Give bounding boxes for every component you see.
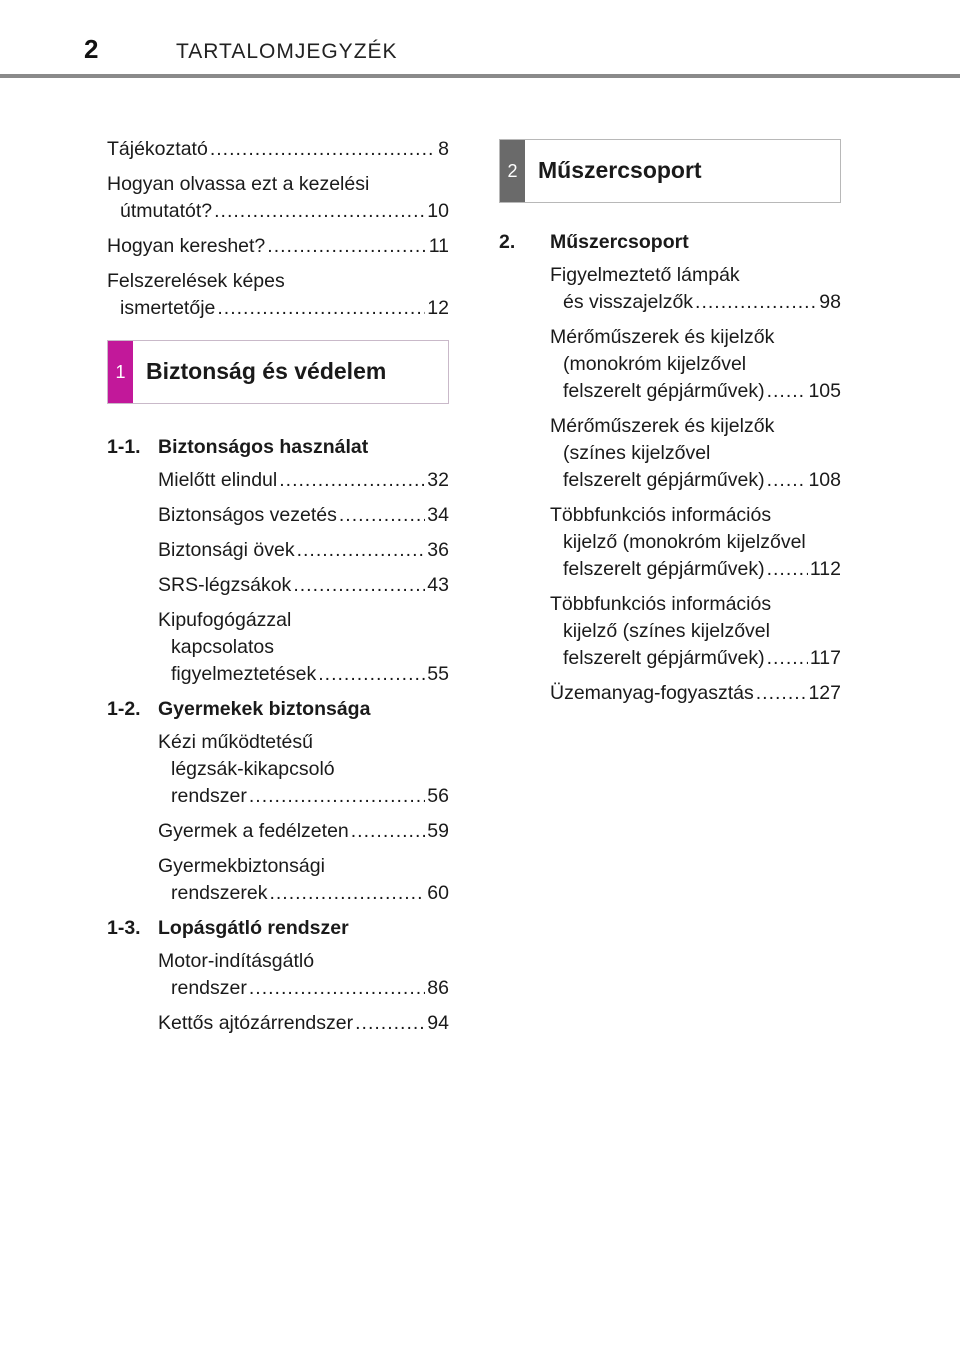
toc-entry[interactable] bbox=[499, 502, 841, 583]
toc-entry-text-line: Mérőműszerek és kijelzők bbox=[550, 415, 775, 437]
toc-entry-text-line: Figyelmeztető lámpák bbox=[550, 264, 740, 286]
toc-entry-last-line bbox=[550, 289, 841, 316]
toc-entry-text-line: felszerelt gépjárművek) bbox=[563, 380, 765, 402]
toc-entry[interactable] bbox=[499, 262, 841, 316]
toc-entry-last-line bbox=[107, 233, 449, 260]
toc-entry-text-line: felszerelt gépjárművek) bbox=[563, 558, 765, 580]
toc-entry-text-line: Mielőtt elindul bbox=[158, 469, 278, 491]
toc-entry-label bbox=[550, 680, 841, 707]
toc-entry-text-line: Tájékoztató bbox=[107, 138, 208, 160]
toc-entry-last-line bbox=[550, 645, 841, 672]
toc-entry-page: 94 bbox=[427, 1012, 449, 1034]
toc-entry-text-line: ismertetője bbox=[120, 297, 216, 319]
toc-entry-label bbox=[107, 268, 449, 322]
toc-entry-last-line bbox=[550, 680, 841, 707]
toc-entry-text-line: útmutatót? bbox=[120, 200, 213, 222]
toc-section-1-groups bbox=[107, 434, 449, 1037]
toc-entry-last-line bbox=[158, 1010, 449, 1037]
toc-entry-label bbox=[158, 1010, 449, 1037]
toc-entry[interactable] bbox=[107, 502, 449, 529]
toc-entry-label bbox=[158, 948, 449, 1002]
subsection-title: Műszercsoport bbox=[550, 231, 689, 253]
toc-entry-label bbox=[550, 262, 841, 316]
subsection-title: Biztonságos használat bbox=[158, 436, 369, 458]
dot-leader bbox=[355, 1010, 425, 1037]
dot-leader bbox=[767, 645, 808, 672]
toc-entry-text-line: rendszerek bbox=[171, 882, 268, 904]
dot-leader bbox=[339, 502, 425, 529]
toc-entry-last-line bbox=[550, 467, 841, 494]
toc-entry-text-line: és visszajelzők bbox=[563, 291, 694, 313]
toc-entry-page: 117 bbox=[809, 647, 841, 669]
toc-subsection-heading[interactable] bbox=[499, 229, 841, 256]
toc-entry[interactable] bbox=[107, 948, 449, 1002]
toc-entry-page: 86 bbox=[427, 977, 449, 999]
toc-entry-last-line bbox=[158, 537, 449, 564]
subsection-number: 1-1. bbox=[107, 436, 141, 458]
dot-leader bbox=[767, 467, 807, 494]
toc-entry-page: 60 bbox=[427, 882, 449, 904]
toc-entry-text-line: SRS-légzsákok bbox=[158, 574, 292, 596]
toc-entry-text-line: kapcsolatos bbox=[171, 636, 274, 658]
toc-entry-text-line: Gyermek a fedélzeten bbox=[158, 820, 349, 842]
toc-entry-page: 32 bbox=[427, 469, 449, 491]
toc-entry-label bbox=[550, 591, 841, 672]
toc-entry-text-line: Biztonsági övek bbox=[158, 539, 295, 561]
toc-entry-text-line: Hogyan kereshet? bbox=[107, 235, 266, 257]
section-2-title: Műszercsoport bbox=[538, 157, 702, 183]
toc-entry[interactable] bbox=[107, 572, 449, 599]
dot-leader bbox=[210, 136, 436, 163]
toc-entry-label bbox=[158, 607, 449, 688]
toc-entry-label bbox=[550, 502, 841, 583]
toc-entry[interactable] bbox=[499, 413, 841, 494]
dot-leader bbox=[293, 572, 425, 599]
dot-leader bbox=[756, 680, 807, 707]
toc-entry-page: 10 bbox=[427, 200, 449, 222]
subsection-number: 1-2. bbox=[107, 698, 141, 720]
toc-entry[interactable] bbox=[499, 591, 841, 672]
page-header bbox=[0, 0, 960, 80]
toc-entry-label bbox=[158, 853, 449, 907]
toc-entry-label bbox=[158, 467, 449, 494]
toc-entry-text-line: Üzemanyag-fogyasztás bbox=[550, 682, 754, 704]
header-title: TARTALOMJEGYZÉK bbox=[176, 40, 398, 63]
toc-entry-text-line: Biztonságos vezetés bbox=[158, 504, 337, 526]
toc-entry-text-line: kijelző (monokróm kijelzővel bbox=[563, 531, 806, 553]
dot-leader bbox=[695, 289, 817, 316]
toc-entry-page: 8 bbox=[438, 138, 449, 160]
dot-leader bbox=[214, 198, 425, 225]
toc-entry[interactable] bbox=[107, 171, 449, 225]
subsection-number: 1-3. bbox=[107, 917, 141, 939]
toc-entry-last-line bbox=[550, 378, 841, 405]
toc-entry-label bbox=[550, 324, 841, 405]
toc-entry-label bbox=[158, 537, 449, 564]
toc-entry-text-line: felszerelt gépjárművek) bbox=[563, 469, 765, 491]
toc-entry-page: 36 bbox=[427, 539, 449, 561]
dot-leader bbox=[297, 537, 426, 564]
dot-leader bbox=[767, 378, 807, 405]
toc-entry[interactable] bbox=[107, 607, 449, 688]
toc-entry-text-line: figyelmeztetések bbox=[171, 663, 317, 685]
toc-entry-last-line bbox=[158, 818, 449, 845]
toc-entry-last-line bbox=[107, 136, 449, 163]
section-2-box[interactable] bbox=[499, 139, 841, 203]
toc-entry-text-line: Kézi működtetésű bbox=[158, 731, 314, 753]
dot-leader bbox=[249, 975, 425, 1002]
toc-entry-label bbox=[158, 729, 449, 810]
toc-entry-label bbox=[107, 233, 449, 260]
toc-entry-text-line: kijelző (színes kijelzővel bbox=[563, 620, 770, 642]
toc-entry-last-line bbox=[107, 198, 449, 225]
toc-entry-last-line bbox=[107, 295, 449, 322]
toc-entry-last-line bbox=[158, 975, 449, 1002]
toc-entry-text-line: (színes kijelzővel bbox=[563, 442, 711, 464]
subsection-title: Lopásgátló rendszer bbox=[158, 917, 349, 939]
header-rule bbox=[0, 74, 960, 78]
toc-entry-last-line bbox=[158, 783, 449, 810]
toc-entry[interactable] bbox=[107, 537, 449, 564]
page-number: 2 bbox=[84, 34, 99, 64]
section-1-box[interactable] bbox=[107, 340, 449, 404]
section-1-tab: 1 bbox=[108, 341, 133, 403]
toc-entry-page: 98 bbox=[819, 291, 841, 313]
toc-entry-label bbox=[158, 818, 449, 845]
toc-entry-text-line: (monokróm kijelzővel bbox=[563, 353, 747, 375]
toc-entry[interactable] bbox=[107, 729, 449, 810]
toc-section-2-groups bbox=[499, 229, 841, 707]
subsection-title: Gyermekek biztonsága bbox=[158, 698, 371, 720]
toc-subsection-heading[interactable] bbox=[107, 434, 449, 461]
dot-leader bbox=[249, 783, 425, 810]
toc-entry-page: 59 bbox=[427, 820, 449, 842]
dot-leader bbox=[217, 295, 425, 322]
toc-entry-text-line: Kettős ajtózárrendszer bbox=[158, 1012, 354, 1034]
toc-intro-list bbox=[107, 136, 449, 322]
toc-entry[interactable] bbox=[107, 1010, 449, 1037]
toc-entry-page: 55 bbox=[427, 663, 449, 685]
toc-entry-last-line bbox=[158, 880, 449, 907]
toc-entry-last-line bbox=[158, 467, 449, 494]
toc-entry-page: 12 bbox=[427, 297, 449, 319]
toc-entry-text-line: Kipufogógázzal bbox=[158, 609, 292, 631]
toc-entry[interactable] bbox=[499, 324, 841, 405]
toc-entry-text-line: rendszer bbox=[171, 785, 247, 807]
dot-leader bbox=[267, 233, 426, 260]
section-1-title: Biztonság és védelem bbox=[146, 358, 387, 384]
dot-leader bbox=[279, 467, 425, 494]
toc-entry-page: 105 bbox=[808, 380, 841, 402]
toc-entry-page: 56 bbox=[427, 785, 449, 807]
toc-entry-text-line: rendszer bbox=[171, 977, 247, 999]
toc-subsection-heading[interactable] bbox=[107, 915, 449, 942]
toc-entry-label bbox=[550, 413, 841, 494]
toc-entry[interactable] bbox=[107, 136, 449, 163]
toc-entry[interactable] bbox=[107, 268, 449, 322]
toc-entry-label bbox=[107, 171, 449, 225]
toc-entry-last-line bbox=[158, 502, 449, 529]
toc-entry[interactable] bbox=[107, 853, 449, 907]
toc-entry-text-line: Mérőműszerek és kijelzők bbox=[550, 326, 775, 348]
toc-entry-page: 112 bbox=[809, 558, 841, 580]
toc-entry-label bbox=[158, 572, 449, 599]
toc-entry-page: 34 bbox=[427, 504, 449, 526]
toc-right-column bbox=[499, 139, 841, 715]
toc-entry[interactable] bbox=[107, 818, 449, 845]
dot-leader bbox=[269, 880, 425, 907]
toc-entry-text-line: Hogyan olvassa ezt a kezelési bbox=[107, 173, 370, 195]
toc-entry-text-line: felszerelt gépjárművek) bbox=[563, 647, 765, 669]
toc-entry-text-line: Többfunkciós információs bbox=[550, 504, 772, 526]
toc-entry-text-line: légzsák-kikapcsoló bbox=[171, 758, 335, 780]
toc-subsection-heading[interactable] bbox=[107, 696, 449, 723]
toc-entry-text-line: Többfunkciós információs bbox=[550, 593, 772, 615]
toc-entry-page: 127 bbox=[808, 682, 841, 704]
toc-left-column bbox=[107, 136, 449, 1045]
toc-entry-label bbox=[158, 502, 449, 529]
toc-entry-label bbox=[107, 136, 449, 163]
section-2-tab: 2 bbox=[500, 140, 525, 202]
toc-entry[interactable] bbox=[107, 233, 449, 260]
dot-leader bbox=[767, 556, 808, 583]
toc-entry-page: 43 bbox=[427, 574, 449, 596]
toc-entry-last-line bbox=[550, 556, 841, 583]
toc-entry-last-line bbox=[158, 661, 449, 688]
toc-entry[interactable] bbox=[499, 680, 841, 707]
subsection-number: 2. bbox=[499, 231, 516, 253]
dot-leader bbox=[318, 661, 425, 688]
toc-entry-last-line bbox=[158, 572, 449, 599]
dot-leader bbox=[351, 818, 426, 845]
toc-entry-text-line: Motor-indításgátló bbox=[158, 950, 315, 972]
toc-entry-text-line: Felszerelések képes bbox=[107, 270, 285, 292]
toc-entry[interactable] bbox=[107, 467, 449, 494]
toc-entry-page: 11 bbox=[428, 235, 449, 257]
toc-entry-text-line: Gyermekbiztonsági bbox=[158, 855, 325, 877]
toc-entry-page: 108 bbox=[808, 469, 841, 491]
